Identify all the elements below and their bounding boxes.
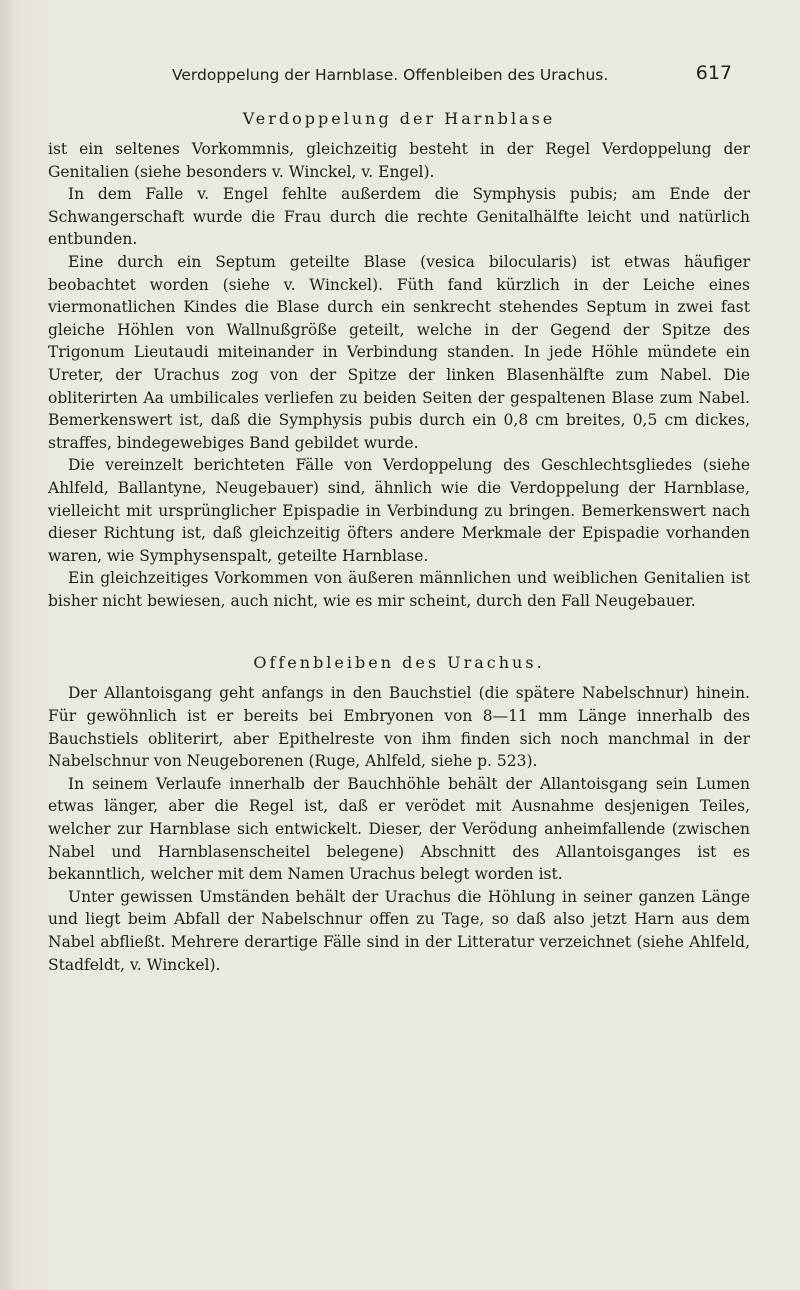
page-number: 617 <box>695 62 732 84</box>
paragraph: In dem Falle v. Engel fehlte außerdem die Symphysis pubis; am Ende der Schwangerschaft wurde die Frau durch die rechte Genitalhälfte leicht und natürlich entbunden. <box>48 185 750 249</box>
paragraph: Der Allantoisgang geht anfangs in den Bauchstiel (die spätere Nabelschnur) hinein. Für gewöhnlich ist er bereits bei Embryonen von 8—11 mm Länge innerhalb des Bauchstiels obliterirt, aber Epithelreste von ihm finden sich noch manchmal in der Nabelschnur von Neugeborenen (Ruge, Ahlfeld, siehe p. 523). <box>48 684 750 771</box>
running-header <box>172 63 732 87</box>
paragraph: In seinem Verlaufe innerhalb der Bauchhöhle behält der Allantoisgang sein Lumen etwas länger, aber die Regel ist, daß er verödet mit Ausnahme desjenigen Teiles, welcher zur Harnblase sich entwickelt. Dieser, der Verödung anheimfallende (zwischen Nabel und Harnblasenscheitel belegene) Abschnitt des Allantoisganges ist es bekanntlich, welcher mit dem Namen Urachus belegt worden ist. <box>48 774 750 884</box>
page-body <box>48 108 750 976</box>
section-verdoppelung <box>48 108 750 612</box>
section-heading: Offenbleiben des Urachus. <box>253 653 545 673</box>
paragraph: Ein gleichzeitiges Vorkommen von äußeren männlichen und weiblichen Genitalien ist bisher nicht bewiesen, auch nicht, wie es mir scheint, durch den Fall Neugebauer. <box>48 569 750 610</box>
paragraph: Unter gewissen Umständen behält der Urachus die Höhlung in seiner ganzen Länge und liegt beim Abfall der Nabelschnur offen zu Tage, so daß also jetzt Harn aus dem Nabel abfließt. Mehrere derartige Fälle sind in der Litteratur verzeichnet (siehe Ahlfeld, Stadfeldt, v. Winckel). <box>48 887 750 974</box>
paragraph: ist ein seltenes Vorkommnis, gleichzeitig besteht in der Regel Verdoppelung der Genitalien (siehe besonders v. Winckel, v. Engel). <box>48 140 750 181</box>
section-heading: Verdoppelung der Harnblase <box>242 109 556 128</box>
paragraph: Die vereinzelt berichteten Fälle von Verdoppelung des Geschlechtsgliedes (siehe Ahlfeld, Ballantyne, Neugebauer) sind, ähnlich wie die Verdoppelung der Harnblase, vielleicht mit ursprünglicher Epispadie in Verbindung zu bringen. Bemerkenswert nach dieser Richtung ist, daß gleichzeitig öfters andere Merkmale der Epispadie vorhanden waren, wie Symphysenspalt, geteilte Harnblase. <box>48 456 750 565</box>
paragraph: Eine durch ein Septum geteilte Blase (vesica bilocularis) ist etwas häufiger beobachtet worden (siehe v. Winckel). Füth fand kürzlich in der Leiche eines viermonatlichen Kindes die Blase durch ein senkrecht stehendes Septum in zwei fast gleiche Höhlen von Wallnußgröße geteilt, welche in der Gegend der Spitze des Trigonum Lieutaudi miteinander in Verbindung standen. In jede Höhle mündete ein Ureter, der Urachus zog von der Spitze der linken Blasenhälfte zum Nabel. Die obliterirten Aa umbilicales verliefen zu beiden Seiten der gespaltenen Blase zum Nabel. Bemerkenswert ist, daß die Symphysis pubis durch ein 0,8 cm breites, 0,5 cm dickes, straffes, bindegewebiges Band gebildet wurde. <box>48 252 750 452</box>
running-title: Verdoppelung der Harnblase. Offenbleiben des Urachus. <box>172 66 609 84</box>
section-urachus <box>48 652 750 976</box>
